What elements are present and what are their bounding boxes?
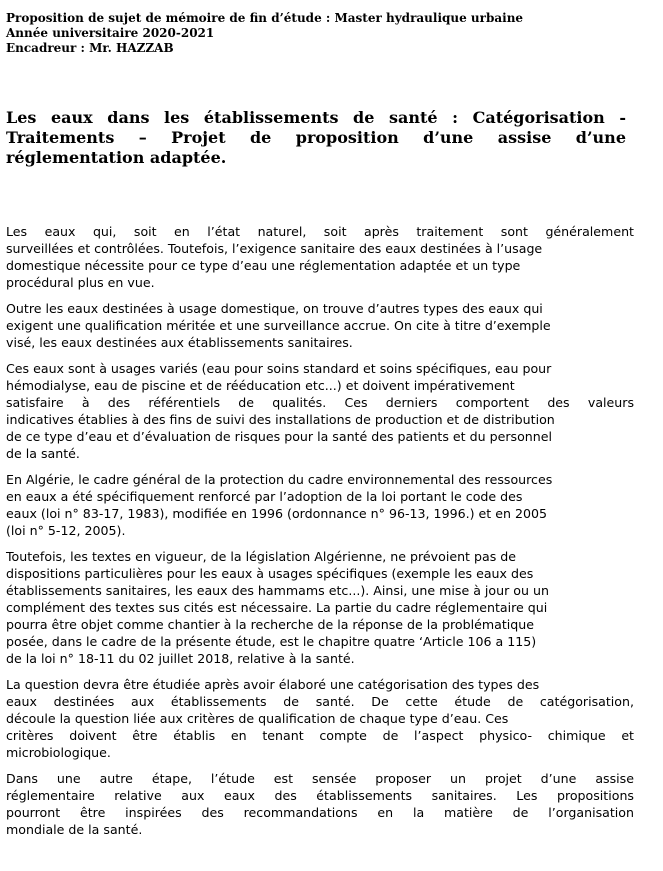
paragraph xyxy=(6,223,634,291)
text-line: procédural plus en vue. xyxy=(6,275,155,290)
paragraph xyxy=(6,548,634,667)
text-line: de ce type d’eau et d’évaluation de risques pour la santé des patients et du personnel xyxy=(6,429,552,444)
header-academic-year: Année universitaire 2020-2021 xyxy=(6,26,215,40)
text-line: en eaux a été spécifiquement renforcé par l’adoption de la loi portant le code des xyxy=(6,489,523,504)
text-line: En Algérie, le cadre général de la protection du cadre environnemental des ressources xyxy=(6,472,553,487)
paragraph xyxy=(6,770,634,838)
text-line: Outre les eaux destinées à usage domestique, on trouve d’autres types des eaux qui xyxy=(6,301,543,316)
paragraph xyxy=(6,360,634,462)
text-line: hémodialyse, eau de piscine et de rééducation etc...) et doivent impérativement xyxy=(6,378,515,393)
title-line: réglementation adaptée. xyxy=(6,148,227,167)
text-line: microbiologique. xyxy=(6,745,111,760)
text-line: établissements sanitaires, les eaux des hammams etc...). Ainsi, une mise à jour ou un xyxy=(6,583,549,598)
paragraph xyxy=(6,471,634,539)
text-line: eaux destinées aux établissements de santé. De cette étude de catégorisation, xyxy=(6,694,634,709)
text-line: domestique nécessite pour ce type d’eau une réglementation adaptée et un type xyxy=(6,258,521,273)
text-line: surveillées et contrôlées. Toutefois, l’exigence sanitaire des eaux destinées à l’usage xyxy=(6,241,543,256)
text-line: indicatives établies à des fins de suivi des installations de production et de distribution xyxy=(6,412,555,427)
text-line: critères doivent être établis en tenant compte de l’aspect physico- chimique et xyxy=(6,728,634,743)
text-line: réglementaire relative aux eaux des établissements sanitaires. Les propositions xyxy=(6,788,634,803)
text-line: exigent une qualification méritée et une surveillance accrue. On cite à titre d’exemple xyxy=(6,318,551,333)
text-line: Ces eaux sont à usages variés (eau pour soins standard et soins spécifiques, eau pour xyxy=(6,361,552,376)
text-line: eaux (loi n° 83-17, 1983), modifiée en 1996 (ordonnance n° 96-13, 1996.) et en 2005 xyxy=(6,506,547,521)
text-line: dispositions particulières pour les eaux à usages spécifiques (exemple les eaux des xyxy=(6,566,534,581)
text-line: pourront être inspirées des recommandations en la matière de l’organisation xyxy=(6,805,634,820)
text-line: complément des textes sus cités est nécessaire. La partie du cadre réglementaire qui xyxy=(6,600,548,615)
text-line: La question devra être étudiée après avoir élaboré une catégorisation des types des xyxy=(6,677,540,692)
text-line: de la loi n° 18-11 du 02 juillet 2018, relative à la santé. xyxy=(6,651,355,666)
paragraph xyxy=(6,300,634,351)
paragraph xyxy=(6,676,634,761)
header-supervisor: Encadreur : Mr. HAZZAB xyxy=(6,41,174,55)
document-header xyxy=(6,11,523,56)
text-line: (loi n° 5-12, 2005). xyxy=(6,523,126,538)
title-line: Les eaux dans les établissements de santé : Catégorisation - xyxy=(6,108,626,127)
text-line: Dans une autre étape, l’étude est sensée proposer un projet d’une assise xyxy=(6,771,634,786)
text-line: posée, dans le cadre de la présente étude, est le chapitre quatre ‘Article 106 a 115) xyxy=(6,634,537,649)
text-line: de la santé. xyxy=(6,446,80,461)
text-line: Toutefois, les textes en vigueur, de la législation Algérienne, ne prévoient pas de xyxy=(6,549,517,564)
text-line: mondiale de la santé. xyxy=(6,822,143,837)
document-body xyxy=(6,223,634,847)
text-line: Les eaux qui, soit en l’état naturel, soit après traitement sont généralement xyxy=(6,224,634,239)
document-title xyxy=(6,108,626,168)
text-line: satisfaire à des référentiels de qualités. Ces derniers comportent des valeurs xyxy=(6,395,634,410)
text-line: visé, les eaux destinées aux établissements sanitaires. xyxy=(6,335,353,350)
text-line: pourra être objet comme chantier à la recherche de la réponse de la problématique xyxy=(6,617,535,632)
title-line: Traitements – Projet de proposition d’une assise d’une xyxy=(6,128,626,147)
header-subject-line: Proposition de sujet de mémoire de fin d’étude : Master hydraulique urbaine xyxy=(6,11,524,25)
text-line: découle la question liée aux critères de qualification de chaque type d’eau. Ces xyxy=(6,711,509,726)
